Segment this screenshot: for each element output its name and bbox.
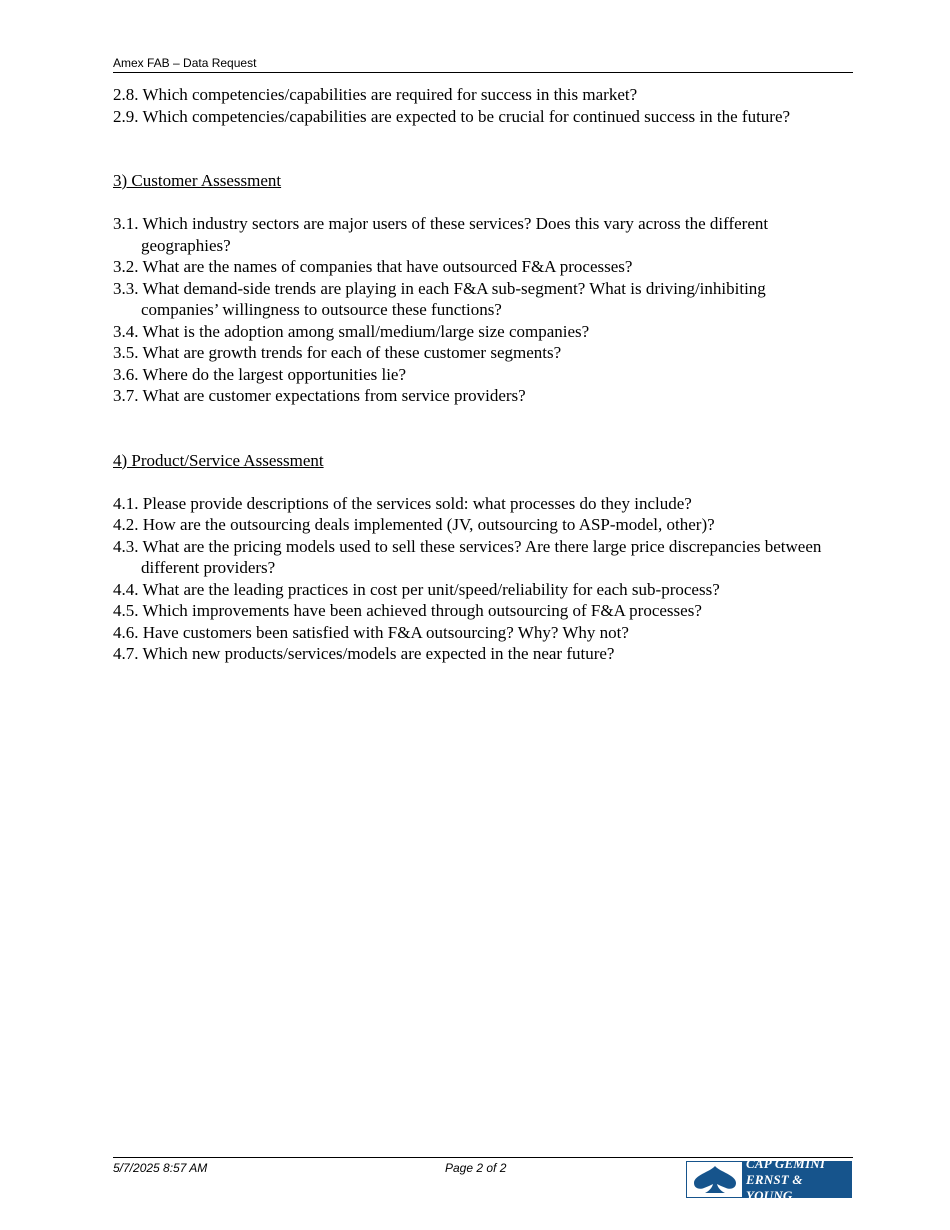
question-3-3: 3.3. What demand-side trends are playing in each F&A sub-segment? What is driving/inhibiting companies’ willingness to outsource these functions?: [113, 278, 766, 319]
question-4-7: 4.7. Which new products/services/models are expected in the near future?: [113, 644, 615, 663]
company-logo: [686, 1155, 852, 1203]
question-4-4: 4.4. What are the leading practices in cost per unit/speed/reliability for each sub-process?: [113, 579, 720, 599]
spacer: [113, 192, 843, 214]
question-4-5: 4.5. Which improvements have been achieved through outsourcing of F&A processes?: [113, 601, 702, 620]
question-3-7: 3.7. What are customer expectations from service providers?: [113, 386, 526, 405]
question-4-6: 4.6. Have customers been satisfied with F&A outsourcing? Why? Why not?: [113, 622, 629, 642]
question-4-3: 4.3. What are the pricing models used to sell these services? Are there large price discrepancies between different providers?: [113, 536, 822, 577]
section-title-product-service-assessment: 4) Product/Service Assessment: [113, 450, 324, 470]
question-3-6: 3.6. Where do the largest opportunities lie?: [113, 364, 407, 384]
spade-icon: [687, 1162, 742, 1197]
document-body: [113, 84, 843, 665]
spacer: [113, 407, 843, 450]
question-3-2: 3.2. What are the names of companies that have outsourced F&A processes?: [113, 257, 633, 276]
question-2-9: 2.9. Which competencies/capabilities are expected to be crucial for continued success in the future?: [113, 106, 791, 126]
question-3-4: 3.4. What is the adoption among small/medium/large size companies?: [113, 321, 590, 341]
question-4-2: 4.2. How are the outsourcing deals implemented (JV, outsourcing to ASP-model, other)?: [113, 515, 715, 534]
spacer: [113, 127, 843, 170]
page-header: [113, 56, 853, 73]
question-4-1: 4.1. Please provide descriptions of the services sold: what processes do they include?: [113, 493, 692, 513]
footer-page-number: Page 2 of 2: [445, 1161, 507, 1175]
logo-line-1: CAP GEMINI: [746, 1155, 826, 1171]
question-3-5: 3.5. What are growth trends for each of these customer segments?: [113, 343, 562, 362]
logo-wordmark: [742, 1155, 851, 1203]
logo-line-2: ERNST & YOUNG: [746, 1171, 803, 1203]
question-3-1: 3.1. Which industry sectors are major users of these services? Does this vary across the different geographies?: [113, 214, 769, 255]
footer-date: 5/7/2025 8:57 AM: [113, 1161, 208, 1175]
section-title-customer-assessment: 3) Customer Assessment: [113, 171, 282, 190]
header-title: Amex FAB – Data Request: [113, 56, 257, 70]
question-2-8: 2.8. Which competencies/capabilities are required for success in this market?: [113, 85, 638, 104]
spacer: [113, 471, 843, 493]
